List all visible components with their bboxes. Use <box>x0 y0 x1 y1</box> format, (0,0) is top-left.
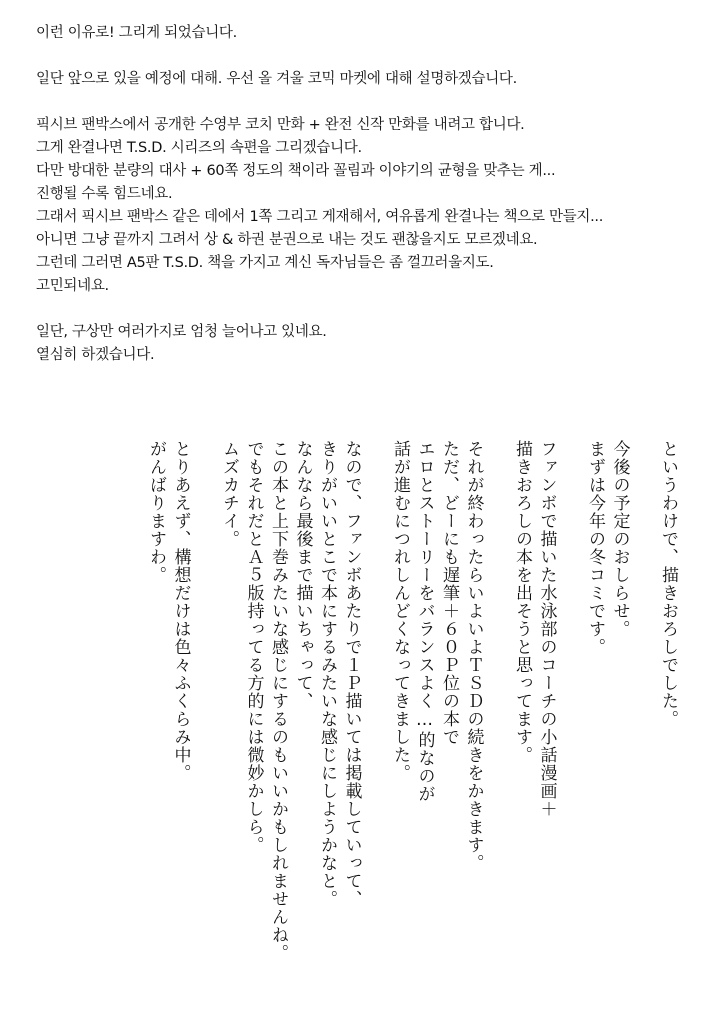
japanese-line: とりあえず、構想だけは色々ふくらみ中。 <box>170 440 191 782</box>
japanese-line: ただ、どーにも遅筆＋６０Ｐ位の本で <box>439 440 459 746</box>
korean-line: 이런 이유로! 그리게 되었습니다. <box>36 25 237 41</box>
japanese-paragraph-3 <box>510 440 559 1000</box>
japanese-paragraph-2 <box>583 440 632 1000</box>
korean-line: 일단 앞으로 있을 예정에 대해. 우선 올 겨울 코믹 마켓에 대해 설명하겠습니다. <box>36 71 517 87</box>
japanese-paragraph-4 <box>388 440 486 1000</box>
japanese-line: それが終わったらいよいよＴＳＤの続きをかきます。 <box>463 440 484 872</box>
korean-line: 그래서 픽시브 팬박스 같은 데에서 1쪽 그리고 게재해서, 여유롭게 완결나는 책으로 만들지... <box>36 209 604 225</box>
japanese-line: というわけで、描きおろしでした。 <box>658 440 678 728</box>
korean-paragraph-1 <box>36 22 696 45</box>
japanese-paragraph-6 <box>144 440 193 1000</box>
korean-line: 다만 방대한 분량의 대사 + 60쪽 정도의 책이라 꼴림과 이야기의 균형을 맞추는 게... <box>36 163 556 179</box>
korean-line: 픽시브 팬박스에서 공개한 수영부 코치 만화 + 완전 신작 만화를 내려고 합니다. <box>36 117 525 133</box>
japanese-line: でもそれだとＡ５版持ってる方的には微妙かしら。 <box>243 440 264 854</box>
japanese-line: この本と上下巻みたいな感じにするのもいいかもしれませんね。 <box>268 440 288 962</box>
korean-line: 진행될 수록 힘드네요. <box>36 186 173 202</box>
korean-line: 고민되네요. <box>36 278 109 294</box>
japanese-line: エロとストーリーをバランスよく…的なのが <box>414 440 435 803</box>
korean-paragraph-2 <box>36 68 696 91</box>
japanese-original-text <box>120 440 681 1000</box>
japanese-paragraph-1 <box>656 440 681 1000</box>
korean-translation-text <box>36 22 696 390</box>
korean-line: 아니면 그냥 끝까지 그려서 상 & 하권 분권으로 내는 것도 괜찮을지도 모르겠네요. <box>36 232 538 248</box>
korean-paragraph-4 <box>36 321 696 367</box>
japanese-line: 話が進むにつれしんどくなってきました。 <box>390 440 410 782</box>
korean-line: 그런데 그러면 A5판 T.S.D. 책을 가지고 계신 독자님들은 좀 껄끄러울지도. <box>36 255 494 271</box>
japanese-line: がんばりますわ。 <box>146 440 166 584</box>
japanese-line: 描きおろしの本を出そうと思ってます。 <box>512 440 532 764</box>
japanese-line: なんなら最後まで描いちゃって、 <box>292 440 313 710</box>
korean-line: 열심히 하겠습니다. <box>36 347 155 363</box>
japanese-line: きりがいいとこで本にするみたいな感じにしようかなと。 <box>317 440 337 908</box>
korean-line: 그게 완결나면 T.S.D. 시리즈의 속편을 그리겠습니다. <box>36 140 362 156</box>
japanese-paragraph-5 <box>217 440 364 1000</box>
japanese-line: ファンボで描いた水泳部のコーチの小話漫画＋ <box>536 440 557 818</box>
korean-paragraph-3 <box>36 114 696 298</box>
korean-line: 일단, 구상만 여러가지로 엄청 늘어나고 있네요. <box>36 324 327 340</box>
japanese-line: まずは今年の冬コミです。 <box>585 440 605 656</box>
japanese-line: 今後の予定のおしらせ。 <box>609 440 630 638</box>
japanese-line: なので、ファンボあたりで１Ｐ描いては掲載していって、 <box>341 440 362 908</box>
japanese-line: ムズカチイ。 <box>219 440 239 548</box>
